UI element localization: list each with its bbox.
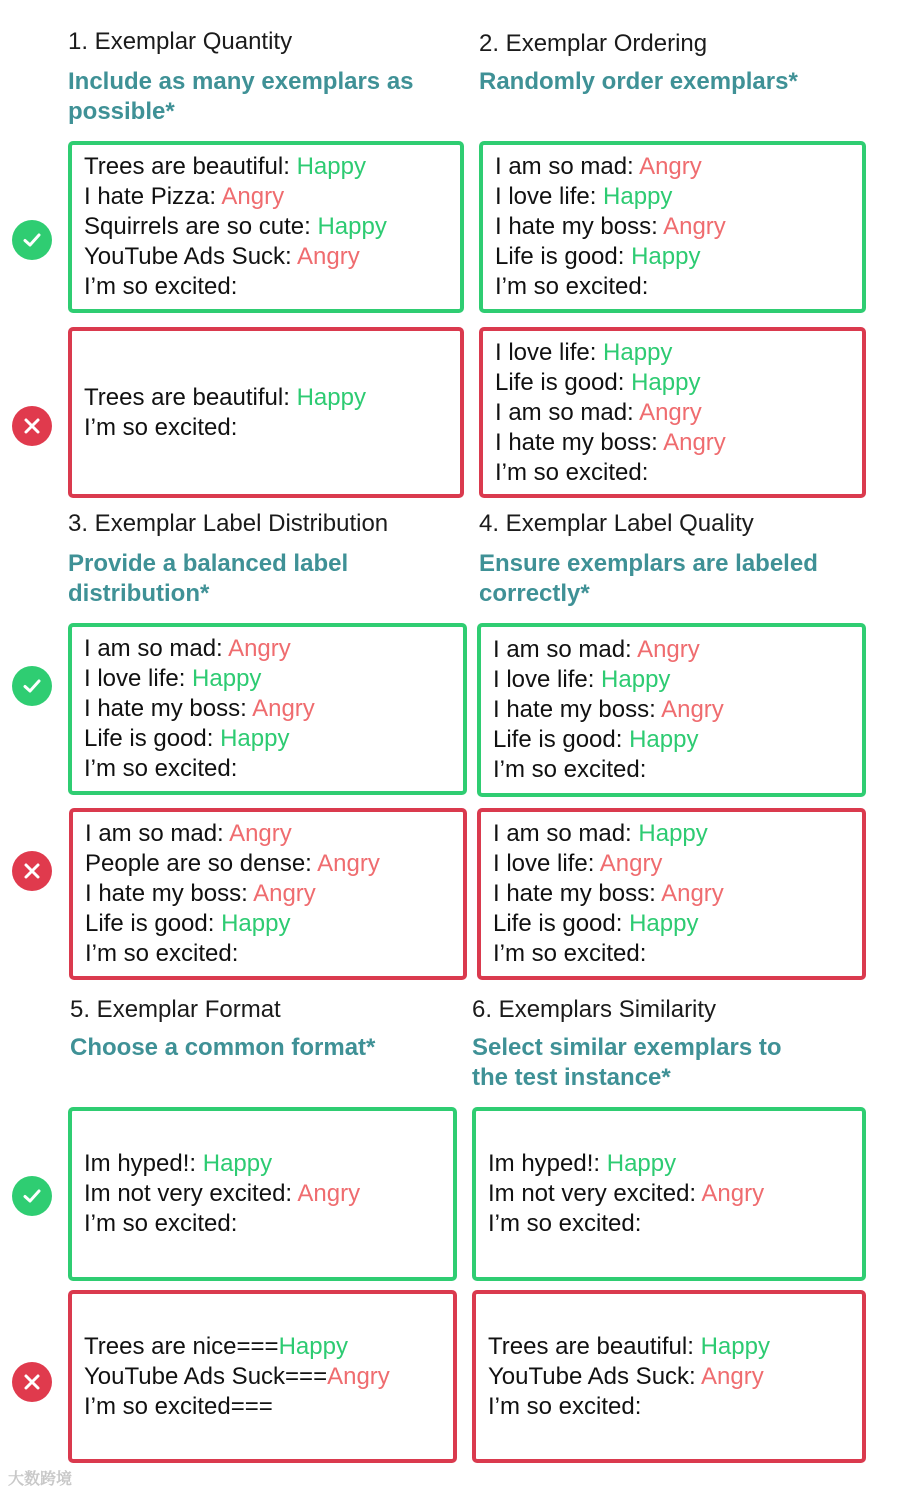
- example-label-angry: Angry: [661, 696, 724, 723]
- example-line: [488, 1392, 862, 1422]
- example-line: [488, 1209, 862, 1239]
- example-line: [488, 1149, 862, 1179]
- example-text: I hate my boss:: [85, 880, 254, 907]
- example-label-angry: Angry: [701, 1180, 765, 1207]
- example-line: [84, 272, 460, 302]
- example-text: I love life:: [495, 183, 604, 210]
- section-5-bad-box: [68, 1290, 457, 1463]
- example-text: I’m so excited:: [493, 940, 647, 967]
- example-line: [84, 664, 463, 694]
- example-text: I hate my boss:: [495, 428, 664, 456]
- section-1-subtitle: Include as many exemplars as possible*: [68, 68, 414, 125]
- example-text: I’m so excited:: [488, 1210, 642, 1237]
- example-text: Im hyped!:: [84, 1150, 203, 1177]
- example-text: Trees are beautiful:: [488, 1332, 701, 1360]
- section-2-title: 2. Exemplar Ordering: [479, 30, 708, 57]
- example-line: [84, 634, 463, 664]
- example-line: [85, 879, 463, 909]
- section-4-good-box: [477, 623, 866, 797]
- example-line: [84, 1332, 453, 1362]
- example-line: [493, 849, 862, 879]
- example-line: [488, 1362, 862, 1392]
- example-text: I’m so excited:: [84, 755, 238, 782]
- example-line: [493, 755, 862, 785]
- example-text: I hate my boss:: [84, 695, 253, 722]
- example-label-happy: Happy: [603, 183, 673, 210]
- example-text: Trees are nice===: [84, 1332, 279, 1360]
- example-line: [84, 383, 460, 413]
- example-label-happy: Happy: [221, 910, 291, 937]
- section-5-subtitle: Choose a common format*: [70, 1034, 376, 1061]
- example-line: [84, 1362, 453, 1392]
- example-label-happy: Happy: [317, 213, 387, 240]
- cross-icon: [12, 1362, 52, 1402]
- example-text: I hate my boss:: [493, 696, 662, 723]
- example-label-angry: Angry: [252, 695, 315, 722]
- example-line: [493, 879, 862, 909]
- example-label-angry: Angry: [297, 243, 360, 270]
- example-line: [493, 695, 862, 725]
- example-text: I love life:: [495, 338, 604, 366]
- section-3-title: 3. Exemplar Label Distribution: [68, 510, 389, 537]
- example-line: [495, 152, 862, 182]
- example-label-happy: Happy: [296, 383, 366, 411]
- example-text: Im hyped!:: [488, 1150, 607, 1177]
- example-label-angry: Angry: [221, 183, 285, 210]
- example-line: [495, 338, 862, 368]
- example-line: [495, 242, 862, 272]
- watermark: 大数跨境: [8, 1471, 73, 1488]
- example-line: [85, 909, 463, 939]
- example-text: I’m so excited===: [84, 1392, 273, 1420]
- check-icon: [12, 666, 52, 706]
- example-line: [495, 182, 862, 212]
- example-text: I’m so excited:: [495, 458, 649, 486]
- example-line: [84, 182, 460, 212]
- example-text: Life is good:: [493, 910, 630, 937]
- example-line: [84, 212, 460, 242]
- example-text: People are so dense:: [85, 850, 318, 877]
- example-label-angry: Angry: [228, 635, 291, 662]
- example-label-angry: Angry: [701, 1362, 764, 1390]
- example-line: [84, 724, 463, 754]
- example-text: I love life:: [493, 666, 602, 693]
- example-label-happy: Happy: [220, 725, 290, 752]
- example-text: I am so mad:: [85, 820, 230, 847]
- example-label-angry: Angry: [663, 213, 726, 240]
- example-line: [493, 665, 862, 695]
- example-text: Life is good:: [495, 368, 632, 396]
- example-line: [84, 242, 460, 272]
- example-line: [84, 694, 463, 724]
- section-5-good-box: [68, 1107, 457, 1281]
- example-line: [84, 152, 460, 182]
- section-6-good-box: [472, 1107, 866, 1281]
- example-text: Squirrels are so cute:: [84, 213, 318, 240]
- example-text: I hate Pizza:: [84, 183, 222, 210]
- example-label-angry: Angry: [599, 850, 663, 877]
- check-icon: [12, 220, 52, 260]
- section-3-bad-box: [69, 808, 467, 980]
- example-label-angry: Angry: [297, 1180, 361, 1207]
- example-label-happy: Happy: [606, 1150, 677, 1177]
- example-line: [495, 428, 862, 458]
- example-line: [85, 849, 463, 879]
- example-text: Life is good:: [85, 910, 222, 937]
- example-label-happy: Happy: [631, 368, 701, 396]
- cross-icon: [12, 406, 52, 446]
- cross-icon: [12, 851, 52, 891]
- example-line: [488, 1332, 862, 1362]
- example-label-happy: Happy: [700, 1332, 770, 1360]
- example-text: I hate my boss:: [495, 213, 664, 240]
- example-text: I’m so excited:: [84, 1210, 238, 1237]
- example-text: YouTube Ads Suck===: [84, 1362, 328, 1390]
- example-label-angry: Angry: [639, 153, 702, 180]
- example-line: [85, 939, 463, 969]
- section-6-bad-box: [472, 1290, 866, 1463]
- section-2-good-box: [479, 141, 866, 313]
- example-line: [488, 1179, 862, 1209]
- example-label-angry: Angry: [637, 636, 700, 663]
- example-line: [84, 1149, 453, 1179]
- example-label-happy: Happy: [629, 726, 699, 753]
- example-text: Trees are beautiful:: [84, 383, 297, 411]
- example-line: [84, 1179, 453, 1209]
- example-text: I am so mad:: [495, 153, 640, 180]
- example-label-happy: Happy: [631, 243, 701, 270]
- example-line: [84, 1392, 453, 1422]
- example-text: I’m so excited:: [84, 413, 238, 441]
- example-label-happy: Happy: [629, 910, 699, 937]
- example-text: I love life:: [84, 665, 193, 692]
- example-line: [495, 272, 862, 302]
- example-text: I’m so excited:: [488, 1392, 642, 1420]
- example-line: [84, 1209, 453, 1239]
- example-label-happy: Happy: [601, 666, 671, 693]
- section-4-title: 4. Exemplar Label Quality: [479, 510, 754, 537]
- example-text: I’m so excited:: [85, 940, 239, 967]
- example-text: Trees are beautiful:: [84, 153, 297, 180]
- example-label-happy: Happy: [603, 338, 673, 366]
- example-line: [495, 212, 862, 242]
- section-4-subtitle: Ensure exemplars are labeled correctly*: [479, 550, 818, 607]
- section-4-bad-box: [477, 808, 866, 980]
- section-6-subtitle: Select similar exemplars to the test instance*: [472, 1034, 782, 1091]
- example-text: Life is good:: [495, 243, 632, 270]
- example-label-happy: Happy: [192, 665, 262, 692]
- example-text: I am so mad:: [495, 398, 640, 426]
- example-line: [493, 939, 862, 969]
- example-line: [495, 398, 862, 428]
- example-label-angry: Angry: [663, 428, 726, 456]
- section-6-title: 6. Exemplars Similarity: [472, 996, 717, 1023]
- example-line: [85, 819, 463, 849]
- example-label-happy: Happy: [278, 1332, 348, 1360]
- section-2-subtitle: Randomly order exemplars*: [479, 68, 798, 95]
- section-3-subtitle: Provide a balanced label distribution*: [68, 550, 349, 607]
- section-1-good-box: [68, 141, 464, 313]
- example-text: Im not very excited:: [84, 1180, 298, 1207]
- example-line: [495, 458, 862, 488]
- example-label-angry: Angry: [253, 880, 316, 907]
- example-line: [493, 725, 862, 755]
- example-text: Life is good:: [493, 726, 630, 753]
- example-text: I’m so excited:: [495, 273, 649, 300]
- section-2-bad-box: [479, 327, 866, 498]
- example-text: I hate my boss:: [493, 880, 662, 907]
- example-text: Im not very excited:: [488, 1180, 702, 1207]
- example-label-happy: Happy: [638, 820, 708, 847]
- section-3-good-box: [68, 623, 467, 795]
- example-label-angry: Angry: [229, 820, 292, 847]
- example-line: [493, 635, 862, 665]
- example-label-happy: Happy: [202, 1150, 273, 1177]
- example-text: I love life:: [493, 850, 600, 877]
- example-label-angry: Angry: [317, 850, 380, 877]
- example-text: Life is good:: [84, 725, 221, 752]
- example-line: [493, 819, 862, 849]
- example-line: [84, 413, 460, 443]
- example-label-happy: Happy: [296, 153, 366, 180]
- example-text: I’m so excited:: [493, 756, 647, 783]
- section-1-bad-box: [68, 327, 464, 498]
- example-text: YouTube Ads Suck:: [488, 1362, 702, 1390]
- example-line: [493, 909, 862, 939]
- example-line: [495, 368, 862, 398]
- example-text: I am so mad:: [493, 820, 639, 847]
- check-icon: [12, 1176, 52, 1216]
- example-label-angry: Angry: [639, 398, 702, 426]
- example-text: YouTube Ads Suck:: [84, 243, 298, 270]
- example-text: I’m so excited:: [84, 273, 238, 300]
- section-1-title: 1. Exemplar Quantity: [68, 28, 293, 55]
- section-5-title: 5. Exemplar Format: [70, 996, 281, 1023]
- example-label-angry: Angry: [661, 880, 724, 907]
- example-text: I am so mad:: [84, 635, 229, 662]
- example-label-angry: Angry: [327, 1362, 390, 1390]
- example-line: [84, 754, 463, 784]
- example-text: I am so mad:: [493, 636, 638, 663]
